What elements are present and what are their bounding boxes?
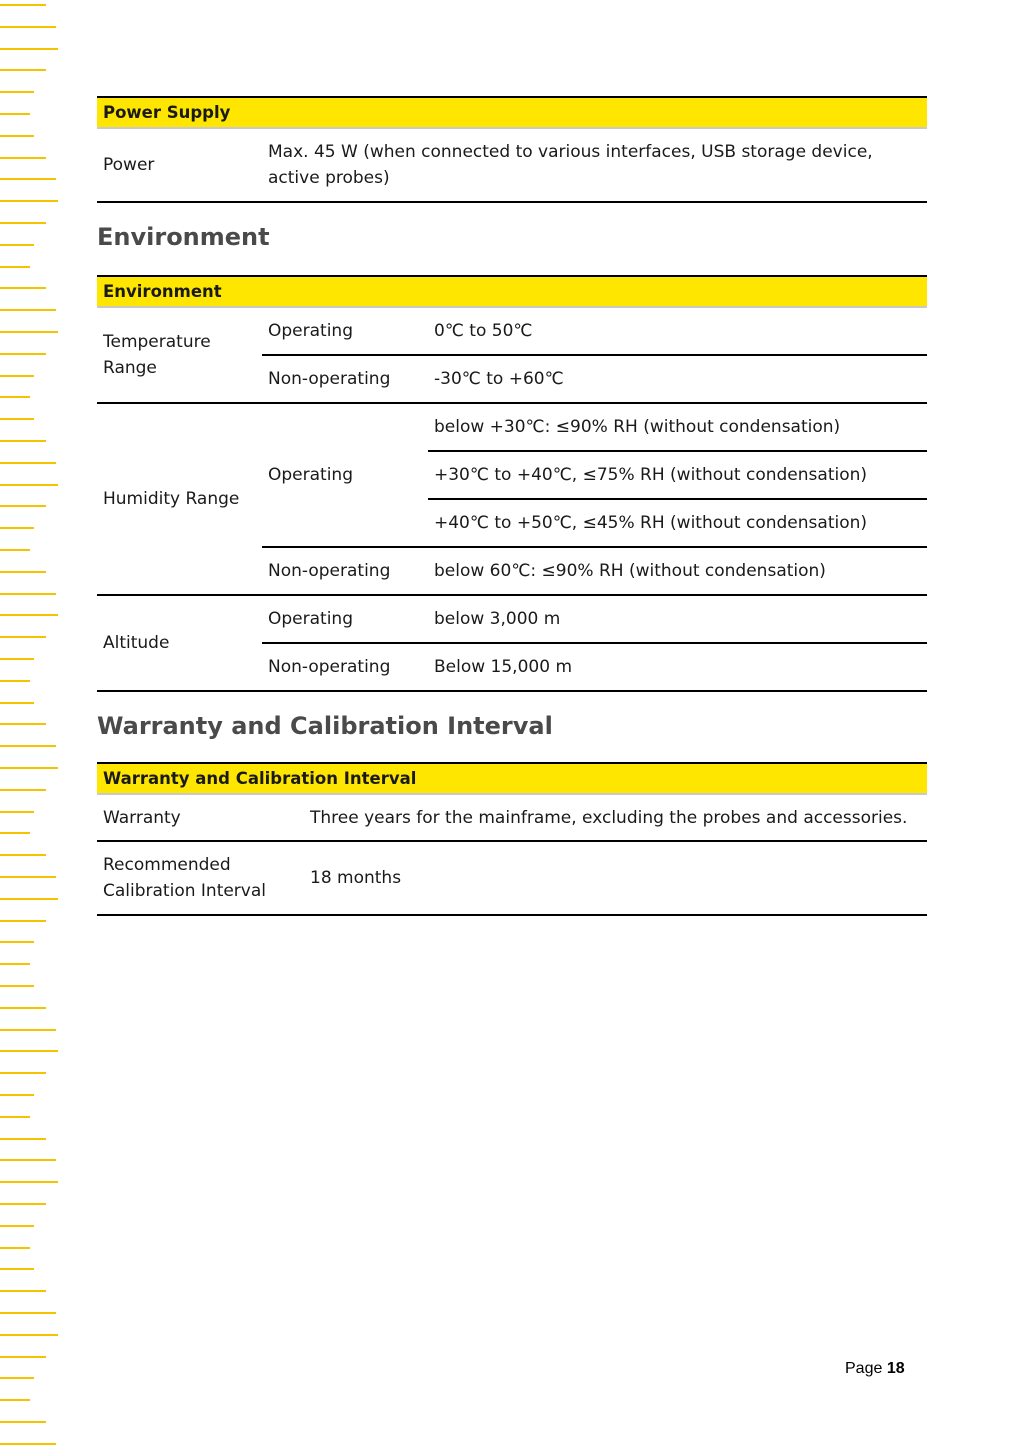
- margin-dash: [0, 1072, 46, 1074]
- margin-dash: [0, 854, 46, 856]
- humidity-operating-value-1: below +30℃: ≤90% RH (without condensation): [428, 403, 927, 451]
- power-supply-table: [97, 96, 927, 203]
- margin-dash: [0, 1356, 46, 1358]
- margin-dash: [0, 91, 34, 93]
- margin-dash: [0, 1181, 58, 1183]
- power-label: Power: [97, 128, 262, 202]
- margin-dash: [0, 680, 30, 682]
- humidity-range-label: Humidity Range: [97, 403, 262, 595]
- margin-dash: [0, 1138, 46, 1140]
- humidity-operating-value-3: +40℃ to +50℃, ≤45% RH (without condensation): [428, 499, 927, 547]
- margin-dash: [0, 157, 46, 159]
- margin-dash: [0, 876, 56, 878]
- temperature-operating-label: Operating: [262, 307, 428, 355]
- altitude-nonoperating-value: Below 15,000 m: [428, 643, 927, 691]
- margin-dash: [0, 1421, 46, 1423]
- margin-dash: [0, 26, 56, 28]
- margin-dash: [0, 1399, 30, 1401]
- margin-dash: [0, 832, 30, 834]
- temperature-nonoperating-value: -30℃ to +60℃: [428, 355, 927, 403]
- margin-dash: [0, 353, 46, 355]
- temperature-operating-value: 0℃ to 50℃: [428, 307, 927, 355]
- margin-dash: [0, 898, 58, 900]
- warranty-value: Three years for the mainframe, excluding the probes and accessories.: [304, 794, 927, 841]
- margin-dash: [0, 723, 46, 725]
- warranty-heading: Warranty and Calibration Interval: [97, 712, 553, 740]
- margin-dash: [0, 113, 30, 115]
- margin-dash: [0, 593, 56, 595]
- environment-heading: Environment: [97, 223, 270, 251]
- power-value: Max. 45 W (when connected to various interfaces, USB storage device, active probes): [262, 128, 927, 202]
- margin-dash: [0, 287, 46, 289]
- margin-dash: [0, 1247, 30, 1249]
- page-number-value: 18: [886, 1360, 905, 1377]
- humidity-nonoperating-label: Non-operating: [262, 547, 428, 595]
- margin-dash: [0, 200, 58, 202]
- humidity-operating-label: Operating: [262, 403, 428, 547]
- margin-dash: [0, 571, 46, 573]
- page-label: Page: [845, 1360, 883, 1377]
- margin-dash: [0, 1007, 46, 1009]
- temperature-nonoperating-label: Non-operating: [262, 355, 428, 403]
- margin-dash: [0, 745, 56, 747]
- margin-dash: [0, 1290, 46, 1292]
- margin-dash: [0, 396, 30, 398]
- margin-dash: [0, 1377, 34, 1379]
- margin-dash: [0, 1203, 46, 1205]
- humidity-nonoperating-value: below 60℃: ≤90% RH (without condensation): [428, 547, 927, 595]
- environment-table: [97, 275, 927, 692]
- margin-dash: [0, 222, 46, 224]
- margin-dash: [0, 767, 58, 769]
- power-supply-table-header: Power Supply: [97, 97, 927, 128]
- margin-dash: [0, 48, 58, 50]
- margin-dash: [0, 309, 56, 311]
- margin-dash: [0, 920, 46, 922]
- margin-dash: [0, 1443, 56, 1445]
- calibration-interval-value: 18 months: [304, 841, 927, 915]
- page-number: [845, 1360, 905, 1378]
- margin-dash: [0, 811, 34, 813]
- margin-dash: [0, 440, 46, 442]
- margin-dash: [0, 462, 56, 464]
- margin-decoration: [0, 0, 60, 1448]
- environment-table-header: Environment: [97, 276, 927, 307]
- margin-dash: [0, 135, 34, 137]
- margin-dash: [0, 505, 46, 507]
- altitude-operating-value: below 3,000 m: [428, 595, 927, 643]
- margin-dash: [0, 658, 34, 660]
- margin-dash: [0, 375, 34, 377]
- warranty-table: [97, 762, 927, 916]
- margin-dash: [0, 963, 30, 965]
- margin-dash: [0, 702, 34, 704]
- margin-dash: [0, 1312, 56, 1314]
- warranty-label: Warranty: [97, 794, 304, 841]
- margin-dash: [0, 4, 46, 6]
- margin-dash: [0, 1334, 58, 1336]
- temperature-range-label: Temperature Range: [97, 307, 262, 403]
- altitude-operating-label: Operating: [262, 595, 428, 643]
- document-content: [97, 96, 927, 916]
- margin-dash: [0, 484, 58, 486]
- calibration-interval-label: Recommended Calibration Interval: [97, 841, 304, 915]
- margin-dash: [0, 527, 34, 529]
- margin-dash: [0, 985, 34, 987]
- margin-dash: [0, 941, 34, 943]
- margin-dash: [0, 614, 58, 616]
- margin-dash: [0, 178, 56, 180]
- margin-dash: [0, 636, 46, 638]
- altitude-nonoperating-label: Non-operating: [262, 643, 428, 691]
- margin-dash: [0, 1268, 34, 1270]
- margin-dash: [0, 418, 34, 420]
- altitude-label: Altitude: [97, 595, 262, 691]
- humidity-operating-value-2: +30℃ to +40℃, ≤75% RH (without condensation): [428, 451, 927, 499]
- margin-dash: [0, 244, 34, 246]
- margin-dash: [0, 549, 30, 551]
- margin-dash: [0, 266, 30, 268]
- margin-dash: [0, 1116, 30, 1118]
- margin-dash: [0, 789, 46, 791]
- margin-dash: [0, 1029, 56, 1031]
- margin-dash: [0, 1094, 34, 1096]
- margin-dash: [0, 1225, 34, 1227]
- warranty-table-header: Warranty and Calibration Interval: [97, 763, 927, 794]
- margin-dash: [0, 331, 58, 333]
- margin-dash: [0, 1050, 58, 1052]
- margin-dash: [0, 69, 46, 71]
- margin-dash: [0, 1159, 56, 1161]
